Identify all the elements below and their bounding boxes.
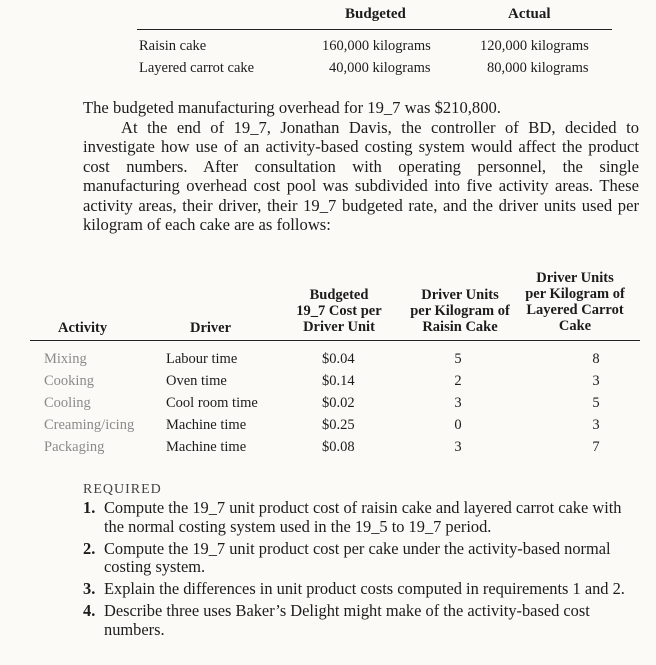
row-product: Raisin cake <box>139 38 207 54</box>
header-cost: Budgeted 19_7 Cost per Driver Unit <box>296 287 382 335</box>
header-driver: Driver <box>190 320 232 336</box>
body-text <box>83 98 639 235</box>
list-item <box>83 540 639 578</box>
paragraph: At the end of 19_7, Jonathan Davis, the controller of BD, decided to investigate how use of an activity-based costing system would affect the product cost numbers. After consultation with operating personnel, the single manufacturing overhead cost pool was subdivided into five activity areas. These activity areas, their driver, their 19_7 budgeted rate, and the driver units used per kilogram of each cake are as follows: <box>83 117 639 234</box>
item-text: Describe three uses Baker’s Delight might make of the activity-based cost numbers. <box>104 600 590 639</box>
required-heading: REQUIRED <box>83 482 162 497</box>
driver-name: Labour time <box>166 351 238 367</box>
paragraph: The budgeted manufacturing overhead for 19_7 was $210,800. <box>83 98 501 117</box>
activity-name: Cooling <box>44 395 91 411</box>
driver-name: Machine time <box>166 439 247 455</box>
raisin-units: 3 <box>454 395 462 411</box>
header-actual: Actual <box>508 6 551 22</box>
carrot-units: 8 <box>592 351 600 367</box>
cost-value: $0.02 <box>322 395 355 411</box>
list-item <box>83 580 639 599</box>
cost-value: $0.04 <box>322 351 355 367</box>
list-item <box>83 602 639 640</box>
item-number: 4. <box>83 600 96 620</box>
activity-name: Packaging <box>44 439 105 455</box>
activity-name: Cooking <box>44 373 94 389</box>
carrot-units: 5 <box>592 395 600 411</box>
row-actual: 120,000 kilograms <box>480 38 589 54</box>
table-divider <box>30 340 640 341</box>
required-list <box>83 499 639 643</box>
driver-name: Cool room time <box>166 395 258 411</box>
table-divider <box>137 29 612 30</box>
header-raisin: Driver Units per Kilogram of Raisin Cake <box>410 287 510 335</box>
raisin-units: 0 <box>454 417 462 433</box>
header-budgeted: Budgeted <box>345 6 406 22</box>
driver-name: Oven time <box>166 373 227 389</box>
carrot-units: 7 <box>592 439 600 455</box>
list-item <box>83 499 639 537</box>
row-budgeted: 160,000 kilograms <box>322 38 431 54</box>
item-number: 1. <box>83 498 96 517</box>
item-text: Compute the 19_7 unit product cost of raisin cake and layered carrot cake with the normal costing system used in the 19_5 to 19_7 period. <box>104 498 622 536</box>
cost-value: $0.08 <box>322 439 355 455</box>
raisin-units: 5 <box>454 351 462 367</box>
row-actual: 80,000 kilograms <box>487 60 589 76</box>
row-budgeted: 40,000 kilograms <box>329 60 431 76</box>
carrot-units: 3 <box>592 417 600 433</box>
raisin-units: 3 <box>454 439 462 455</box>
item-text: Compute the 19_7 unit product cost per cake under the activity-based normal costing system. <box>104 538 611 577</box>
header-activity: Activity <box>58 320 108 336</box>
activity-name: Creaming/icing <box>44 417 135 433</box>
item-number: 2. <box>83 538 96 558</box>
cost-value: $0.14 <box>322 373 355 389</box>
item-text: Explain the differences in unit product costs computed in requirements 1 and 2. <box>104 579 625 599</box>
cost-value: $0.25 <box>322 417 355 433</box>
item-number: 3. <box>83 579 96 599</box>
activity-name: Mixing <box>44 351 87 367</box>
row-product: Layered carrot cake <box>139 60 255 76</box>
driver-name: Machine time <box>166 417 247 433</box>
header-carrot: Driver Units per Kilogram of Layered Carrot Cake <box>525 270 625 334</box>
raisin-units: 2 <box>454 373 462 389</box>
carrot-units: 3 <box>592 373 600 389</box>
